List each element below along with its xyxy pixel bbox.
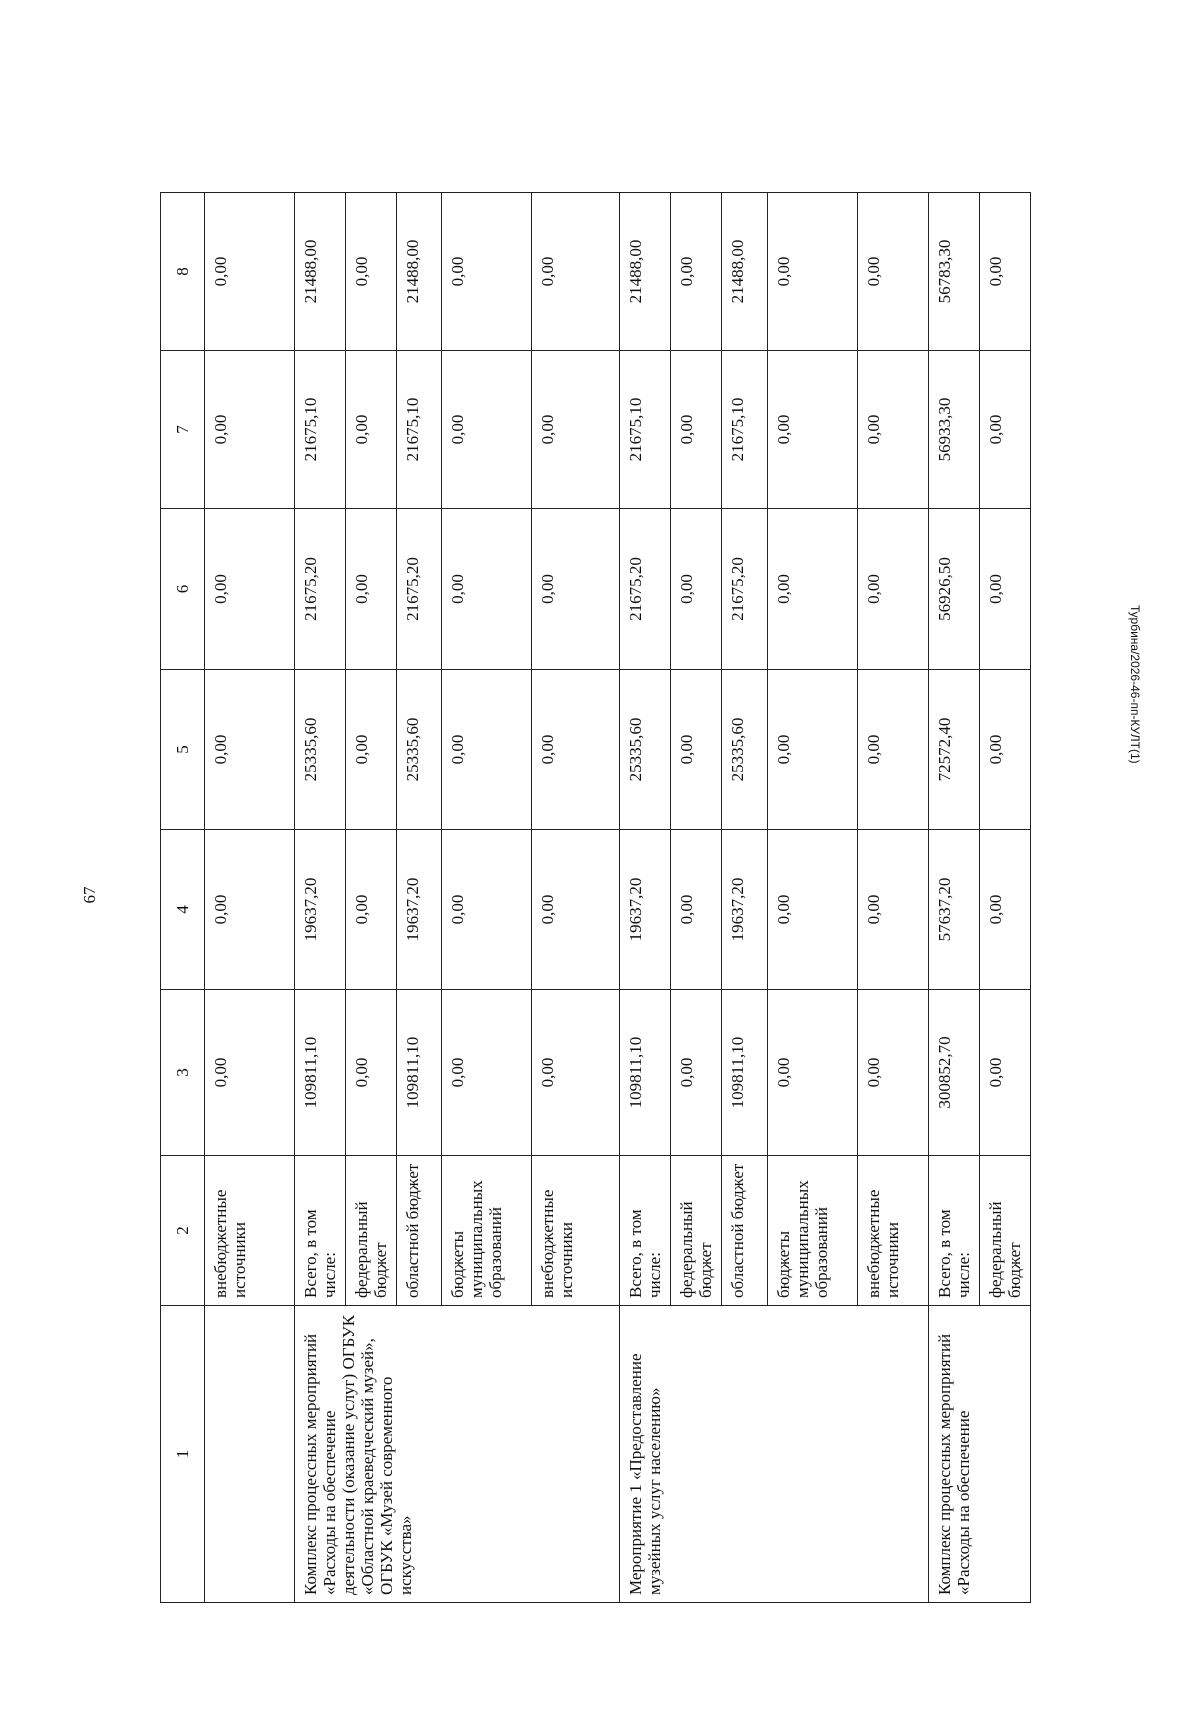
header-row <box>161 193 205 1603</box>
source-cell: областной бюджет <box>397 1156 442 1306</box>
value-cell: 0,00 <box>346 830 397 990</box>
value-cell: 0,00 <box>205 509 295 670</box>
table-row <box>620 193 671 1603</box>
value-cell: 0,00 <box>980 990 1031 1156</box>
value-cell: 0,00 <box>532 830 620 990</box>
value-cell: 21488,00 <box>397 193 442 351</box>
value-cell: 0,00 <box>442 509 532 670</box>
value-cell: 72572,40 <box>929 670 980 830</box>
value-cell: 21675,10 <box>295 351 346 509</box>
value-cell: 21675,20 <box>620 509 671 670</box>
value-cell: 109811,10 <box>295 990 346 1156</box>
table-row <box>205 193 295 1603</box>
value-cell: 0,00 <box>858 351 929 509</box>
value-cell: 0,00 <box>671 670 722 830</box>
value-cell: 0,00 <box>858 990 929 1156</box>
value-cell: 21675,10 <box>397 351 442 509</box>
value-cell: 0,00 <box>442 193 532 351</box>
value-cell: 0,00 <box>442 351 532 509</box>
value-cell: 21488,00 <box>620 193 671 351</box>
value-cell: 0,00 <box>532 193 620 351</box>
header-cell: 5 <box>161 670 205 830</box>
source-cell: внебюджетные источники <box>205 1156 295 1306</box>
value-cell: 109811,10 <box>397 990 442 1156</box>
value-cell: 0,00 <box>346 351 397 509</box>
value-cell: 0,00 <box>980 351 1031 509</box>
value-cell: 0,00 <box>980 509 1031 670</box>
value-cell: 21675,20 <box>722 509 768 670</box>
value-cell: 0,00 <box>980 193 1031 351</box>
value-cell: 0,00 <box>768 670 858 830</box>
value-cell: 0,00 <box>671 830 722 990</box>
budget-table <box>160 192 1031 1603</box>
value-cell: 0,00 <box>346 509 397 670</box>
group-cell: Комплекс процессных мероприятий «Расходы на обеспечение деятельности (оказание услуг) ОГБУК «Областной краеведческий музей», ОГБУК «Музей современного искусства» <box>295 1306 620 1603</box>
value-cell: 0,00 <box>442 830 532 990</box>
source-cell: Всего, в том числе: <box>295 1156 346 1306</box>
value-cell: 0,00 <box>980 670 1031 830</box>
header-cell: 4 <box>161 830 205 990</box>
value-cell: 0,00 <box>532 351 620 509</box>
value-cell: 0,00 <box>205 193 295 351</box>
source-cell: внебюджетные источники <box>858 1156 929 1306</box>
value-cell: 25335,60 <box>620 670 671 830</box>
value-cell: 21488,00 <box>295 193 346 351</box>
value-cell: 0,00 <box>980 830 1031 990</box>
value-cell: 19637,20 <box>397 830 442 990</box>
budget-table-rotated <box>160 193 1024 1603</box>
value-cell: 25335,60 <box>722 670 768 830</box>
value-cell: 25335,60 <box>295 670 346 830</box>
value-cell: 109811,10 <box>620 990 671 1156</box>
document-code: Турбина/2026-46-пп-КУЛТ(1) <box>1128 605 1142 764</box>
value-cell: 0,00 <box>205 351 295 509</box>
source-cell: федеральный бюджет <box>671 1156 722 1306</box>
source-cell: бюджеты муниципальных образований <box>442 1156 532 1306</box>
value-cell: 0,00 <box>671 990 722 1156</box>
source-cell: Всего, в том числе: <box>929 1156 980 1306</box>
source-cell: федеральный бюджет <box>346 1156 397 1306</box>
value-cell: 19637,20 <box>722 830 768 990</box>
table-row <box>295 193 346 1603</box>
value-cell: 19637,20 <box>620 830 671 990</box>
source-cell: областной бюджет <box>722 1156 768 1306</box>
header-cell: 3 <box>161 990 205 1156</box>
value-cell: 21675,20 <box>295 509 346 670</box>
source-cell: внебюджетные источники <box>532 1156 620 1306</box>
value-cell: 0,00 <box>858 509 929 670</box>
value-cell: 0,00 <box>346 193 397 351</box>
value-cell: 0,00 <box>768 351 858 509</box>
group-cell: Комплекс процессных мероприятий «Расходы на обеспечение <box>929 1306 1031 1603</box>
value-cell: 19637,20 <box>295 830 346 990</box>
value-cell: 0,00 <box>858 193 929 351</box>
value-cell: 57637,20 <box>929 830 980 990</box>
value-cell: 0,00 <box>768 830 858 990</box>
value-cell: 25335,60 <box>397 670 442 830</box>
value-cell: 0,00 <box>671 351 722 509</box>
group-cell: Мероприятие 1 «Предоставление музейных услуг населению» <box>620 1306 929 1603</box>
header-cell: 2 <box>161 1156 205 1306</box>
value-cell: 0,00 <box>768 990 858 1156</box>
header-cell: 7 <box>161 351 205 509</box>
value-cell: 0,00 <box>768 193 858 351</box>
value-cell: 56933,30 <box>929 351 980 509</box>
page-number: 67 <box>80 886 99 904</box>
value-cell: 0,00 <box>205 990 295 1156</box>
header-cell: 8 <box>161 193 205 351</box>
table-row <box>929 193 980 1603</box>
value-cell: 0,00 <box>532 670 620 830</box>
value-cell: 0,00 <box>858 830 929 990</box>
value-cell: 300852,70 <box>929 990 980 1156</box>
group-cell-empty <box>205 1306 295 1603</box>
value-cell: 0,00 <box>205 830 295 990</box>
value-cell: 56926,50 <box>929 509 980 670</box>
value-cell: 109811,10 <box>722 990 768 1156</box>
source-cell: бюджеты муниципальных образований <box>768 1156 858 1306</box>
value-cell: 0,00 <box>532 509 620 670</box>
header-cell: 6 <box>161 509 205 670</box>
value-cell: 56783,30 <box>929 193 980 351</box>
value-cell: 21675,20 <box>397 509 442 670</box>
value-cell: 0,00 <box>442 670 532 830</box>
value-cell: 0,00 <box>768 509 858 670</box>
value-cell: 0,00 <box>205 670 295 830</box>
value-cell: 0,00 <box>671 509 722 670</box>
header-cell: 1 <box>161 1306 205 1603</box>
value-cell: 0,00 <box>532 990 620 1156</box>
source-cell: Всего, в том числе: <box>620 1156 671 1306</box>
value-cell: 21675,10 <box>722 351 768 509</box>
value-cell: 0,00 <box>346 670 397 830</box>
value-cell: 0,00 <box>346 990 397 1156</box>
value-cell: 0,00 <box>671 193 722 351</box>
value-cell: 21675,10 <box>620 351 671 509</box>
value-cell: 0,00 <box>442 990 532 1156</box>
value-cell: 21488,00 <box>722 193 768 351</box>
value-cell: 0,00 <box>858 670 929 830</box>
source-cell: федеральный бюджет <box>980 1156 1031 1306</box>
